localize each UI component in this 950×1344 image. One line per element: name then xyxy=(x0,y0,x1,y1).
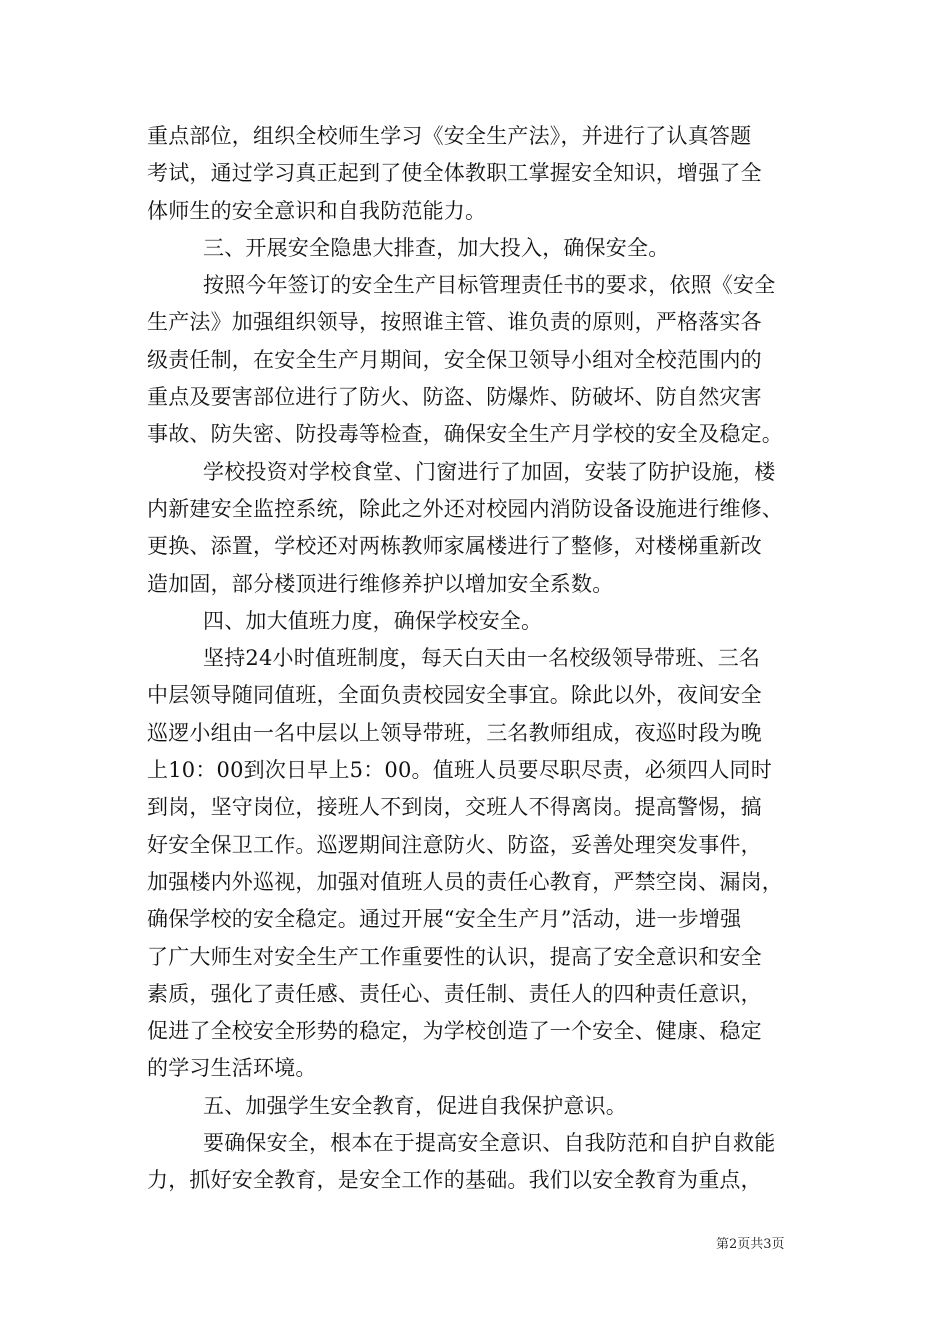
text-line: 要确保安全，根本在于提高安全意识、自我防范和自护自救能 xyxy=(203,1131,776,1156)
text-line: 重点及要害部位进行了防火、防盗、防爆炸、防破坏、防自然灾害 xyxy=(147,385,762,410)
text-line: 五、加强学生安全教育，促进自我保护意识。 xyxy=(203,1093,627,1118)
text-line: 重点部位，组织全校师生学习《安全生产法》，并进行了认真答题 xyxy=(147,124,752,148)
text-line: 考试，通过学习真正起到了使全体教职工掌握安全知识，增强了全 xyxy=(147,161,762,186)
text-line: 四、加大值班力度，确保学校安全。 xyxy=(203,608,543,633)
text-line: 素质，强化了责任感、责任心、责任制、责任人的四种责任意识， xyxy=(147,981,762,1006)
text-line: 学校投资对学校食堂、门窗进行了加固，安装了防护设施，楼 xyxy=(203,459,776,484)
text-line: 级责任制，在安全生产月期间，安全保卫领导小组对全校范围内的 xyxy=(147,347,762,372)
text-line: 造加固，部分楼顶进行维修养护以增加安全系数。 xyxy=(147,571,614,596)
text-line: 了广大师生对安全生产工作重要性的认识，提高了安全意识和安全 xyxy=(147,944,762,969)
text-line: 到岗，坚守岗位，接班人不到岗，交班人不得离岗。提高警惕，搞 xyxy=(147,795,762,820)
text-line: 促进了全校安全形势的稳定，为学校创造了一个安全、健康、稳定 xyxy=(147,1019,762,1044)
text-line: 巡逻小组由一名中层以上领导带班，三名教师组成，夜巡时段为晚 xyxy=(147,720,762,745)
text-line: 加强楼内外巡视，加强对值班人员的责任心教育，严禁空岗、漏岗， xyxy=(147,869,783,894)
text-line: 力，抓好安全教育，是安全工作的基础。我们以安全教育为重点， xyxy=(147,1168,762,1193)
page-number: 第2页共3页 xyxy=(716,1237,785,1252)
text-line: 的学习生活环境。 xyxy=(147,1056,317,1081)
text-line: 确保学校的安全稳定。通过开展“安全生产月”活动，进一步增强 xyxy=(147,907,742,932)
text-line: 更换、添置，学校还对两栋教师家属楼进行了整修，对楼梯重新改 xyxy=(147,534,762,559)
text-line: 事故、防失密、防投毒等检查，确保安全生产月学校的安全及稳定。 xyxy=(147,422,783,447)
text-line: 好安全保卫工作。巡逻期间注意防火、防盗，妥善处理突发事件， xyxy=(147,832,762,857)
text-line: 坚持24小时值班制度，每天白天由一名校级领导带班、三名 xyxy=(203,646,761,671)
text-line: 体师生的安全意识和自我防范能力。 xyxy=(147,198,487,223)
document-body xyxy=(147,118,827,1200)
text-line: 生产法》加强组织领导，按照谁主管、谁负责的原则，严格落实各 xyxy=(147,310,762,335)
text-line: 内新建安全监控系统，除此之外还对校园内消防设备设施进行维修、 xyxy=(147,496,783,521)
text-line: 按照今年签订的安全生产目标管理责任书的要求，依照《安全 xyxy=(203,273,776,298)
text-line: 上10：00到次日早上5：00。值班人员要尽职尽责，必须四人同时 xyxy=(147,758,772,783)
text-line: 中层领导随同值班，全面负责校园安全事宜。除此以外，夜间安全 xyxy=(147,683,762,708)
text-line: 三、开展安全隐患大排查，加大投入，确保安全。 xyxy=(203,235,670,260)
